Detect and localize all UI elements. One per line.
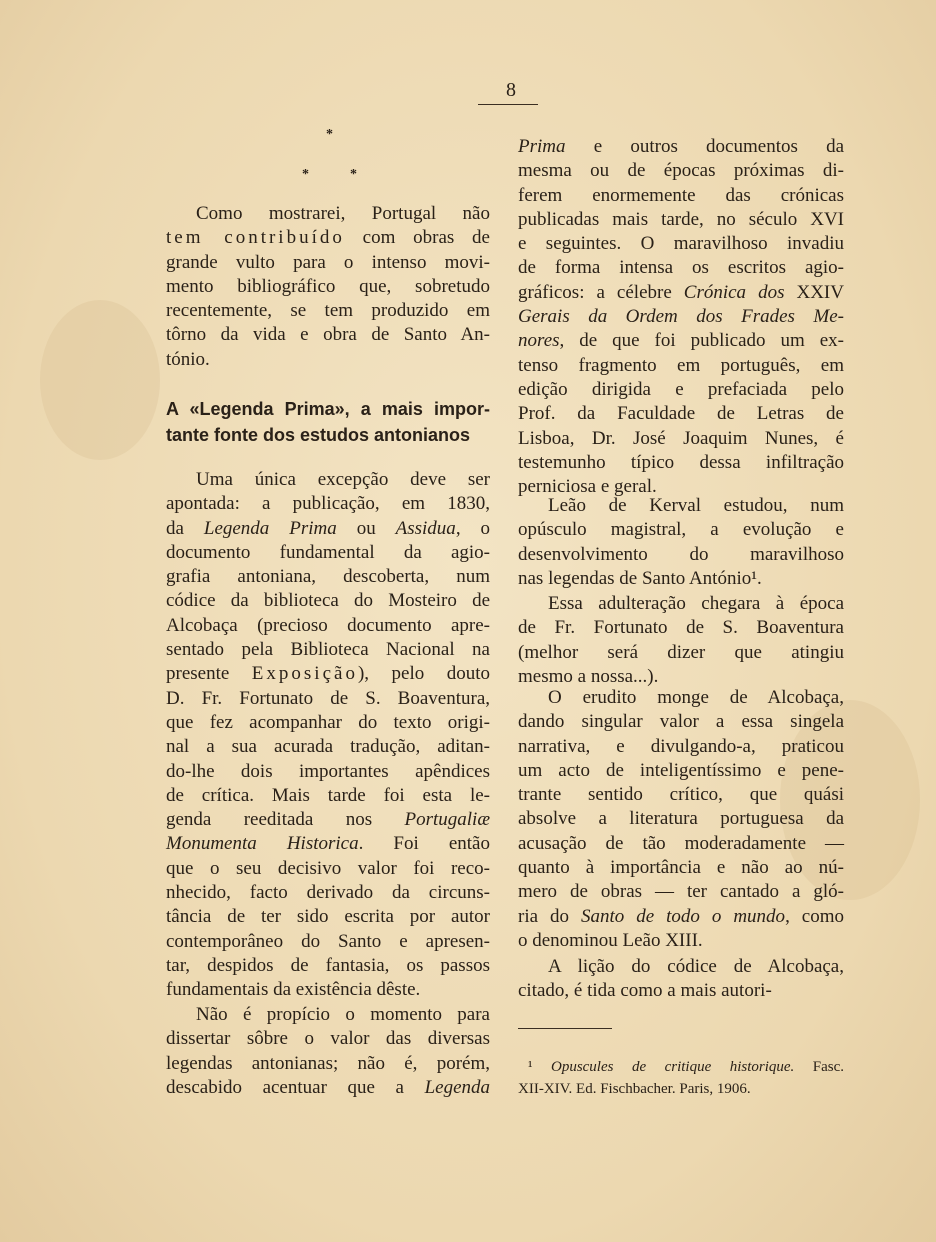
text-line: nores, de que foi publicado um ex- — [518, 330, 844, 352]
text-line: grande vulto para o intenso movi- — [166, 251, 490, 273]
text-line: Uma única excepção deve ser — [196, 469, 490, 490]
page-number-rule — [478, 104, 538, 105]
text-line: Leão de Kerval estudou, num — [548, 495, 844, 516]
paragraph — [166, 468, 490, 1003]
text-line: Gerais da Ordem dos Frades Me- — [518, 306, 844, 328]
text-line: que o seu decisivo valor foi reco- — [166, 857, 490, 879]
paragraph — [166, 1003, 490, 1100]
text-line: narrativa, e divulgando-a, praticou — [518, 735, 844, 757]
footnote-line: ¹ Opuscules de critique historique. Fasc. — [528, 1059, 845, 1075]
text-line: Monumenta Historica. Foi então — [166, 833, 490, 855]
text-line: A lição do códice de Alcobaça, — [548, 956, 844, 977]
text-line: absolve a literatura portuguesa da — [518, 808, 844, 830]
heading-line: tante fonte dos estudos antonianos — [166, 425, 471, 445]
text-line: desenvolvimento do maravilhoso — [518, 543, 844, 565]
text-line: Não é propício o momento para — [196, 1004, 490, 1025]
text-line: apontada: a publicação, em 1830, — [166, 493, 490, 515]
text-line: genda reeditada nos Portugaliæ — [166, 809, 490, 831]
text-line: (melhor será dizer que atingiu — [518, 641, 844, 663]
text-line: de forma intensa os escritos agio- — [518, 257, 844, 279]
text-line: da Legenda Prima ou Assidua, o — [166, 517, 490, 539]
text-line: ria do Santo de todo o mundo, como — [518, 905, 844, 927]
footnote — [518, 1056, 844, 1100]
text-line: trante sentido crítico, que quási — [518, 784, 844, 806]
section-heading — [166, 396, 490, 448]
text-line: contemporâneo do Santo e apresen- — [166, 930, 490, 952]
asterism-separator — [290, 124, 380, 184]
text-line: ferem enormemente das crónicas — [518, 184, 844, 206]
text-line: de Fr. Fortunato de S. Boaventura — [518, 617, 844, 639]
text-line: fundamentais da existência dêste. — [166, 979, 421, 1001]
text-line: tar, despidos de fantasia, os passos — [166, 954, 490, 976]
paragraph — [518, 494, 844, 591]
text-line: Lisboa, Dr. José Joaquim Nunes, é — [518, 427, 844, 449]
text-line: tónio. — [166, 348, 210, 370]
text-line: mento bibliográfico que, sobretudo — [166, 275, 490, 297]
text-line: dando singular valor a essa singela — [518, 711, 844, 733]
paragraph — [518, 686, 844, 953]
text-line: tem contribuído com obras de — [166, 227, 490, 249]
paragraph — [518, 955, 844, 1004]
text-line: citado, é tida como a mais autori- — [518, 980, 772, 1002]
text-line: perniciosa e geral. — [518, 476, 657, 498]
text-line: Como mostrarei, Portugal não — [196, 203, 490, 224]
text-line: Prof. da Faculdade de Letras de — [518, 403, 844, 425]
asterism-star: * — [350, 167, 357, 182]
text-line: dissertar sôbre o valor das diversas — [166, 1028, 490, 1050]
text-line: o denominou Leão XIII. — [518, 929, 703, 951]
text-line: um acto de inteligentíssimo e pene- — [518, 759, 844, 781]
text-line: recentemente, se tem produzido em — [166, 300, 490, 322]
text-line: quanto à importância e não ao nú- — [518, 857, 844, 879]
text-line: de crítica. Mais tarde foi esta le- — [166, 784, 490, 806]
text-line: grafia antoniana, descoberta, num — [166, 566, 490, 588]
text-line: do-lhe dois importantes apêndices — [166, 760, 490, 782]
text-line: O erudito monge de Alcobaça, — [548, 687, 844, 708]
paragraph — [166, 202, 490, 372]
text-line: nal a sua acurada tradução, aditan- — [166, 736, 490, 758]
text-line: nhecido, facto derivado da circuns- — [166, 882, 490, 904]
page-number: 8 — [506, 79, 516, 101]
text-line: publicadas mais tarde, no século XVI — [518, 208, 844, 230]
asterism-star: * — [302, 167, 309, 182]
text-line: mesma ou de épocas próximas di- — [518, 160, 844, 182]
text-line: que fez acompanhar do texto origi- — [166, 711, 490, 733]
text-line: documento fundamental da agio- — [166, 541, 490, 563]
asterism-star: * — [326, 127, 333, 142]
text-line: nas legendas de Santo António¹. — [518, 567, 762, 589]
text-line: sentado pela Biblioteca Nacional na — [166, 639, 490, 661]
text-line: Alcobaça (precioso documento apre- — [166, 614, 490, 636]
text-line: mero de obras — ter cantado a gló- — [518, 881, 844, 903]
text-line: descabido acentuar que a Legenda — [166, 1076, 490, 1098]
heading-line: A «Legenda Prima», a mais impor- — [166, 399, 490, 419]
text-line: testemunho típico dessa infiltração — [518, 451, 844, 473]
text-line: códice da biblioteca do Mosteiro de — [166, 590, 490, 612]
footnote-line: XII-XIV. Ed. Fischbacher. Paris, 1906. — [518, 1081, 751, 1097]
paragraph — [518, 135, 844, 499]
text-line: Essa adulteração chegara à época — [548, 593, 844, 614]
text-line: presente Exposição), pelo douto — [166, 663, 490, 685]
text-line: legendas antonianas; não é, porém, — [166, 1052, 490, 1074]
text-line: e seguintes. O maravilhoso invadiu — [518, 233, 844, 255]
text-line: mesmo a nossa...). — [518, 665, 659, 687]
text-line: tenso fragmento em português, em — [518, 354, 844, 376]
text-line: Prima e outros documentos da — [518, 136, 844, 157]
paragraph — [518, 592, 844, 689]
text-line: opúsculo magistral, a evolução e — [518, 519, 844, 541]
footnote-rule — [518, 1028, 612, 1029]
text-line: tância de ter sido escrita por autor — [166, 906, 490, 928]
text-line: D. Fr. Fortunato de S. Boaventura, — [166, 687, 490, 709]
text-line: edição dirigida e prefaciada pelo — [518, 378, 844, 400]
text-line: gráficos: a célebre Crónica dos XXIV — [518, 281, 844, 303]
text-line: tôrno da vida e obra de Santo An- — [166, 324, 490, 346]
text-line: acusação de tão moderadamente — — [518, 832, 844, 854]
paper-stain — [40, 300, 160, 460]
